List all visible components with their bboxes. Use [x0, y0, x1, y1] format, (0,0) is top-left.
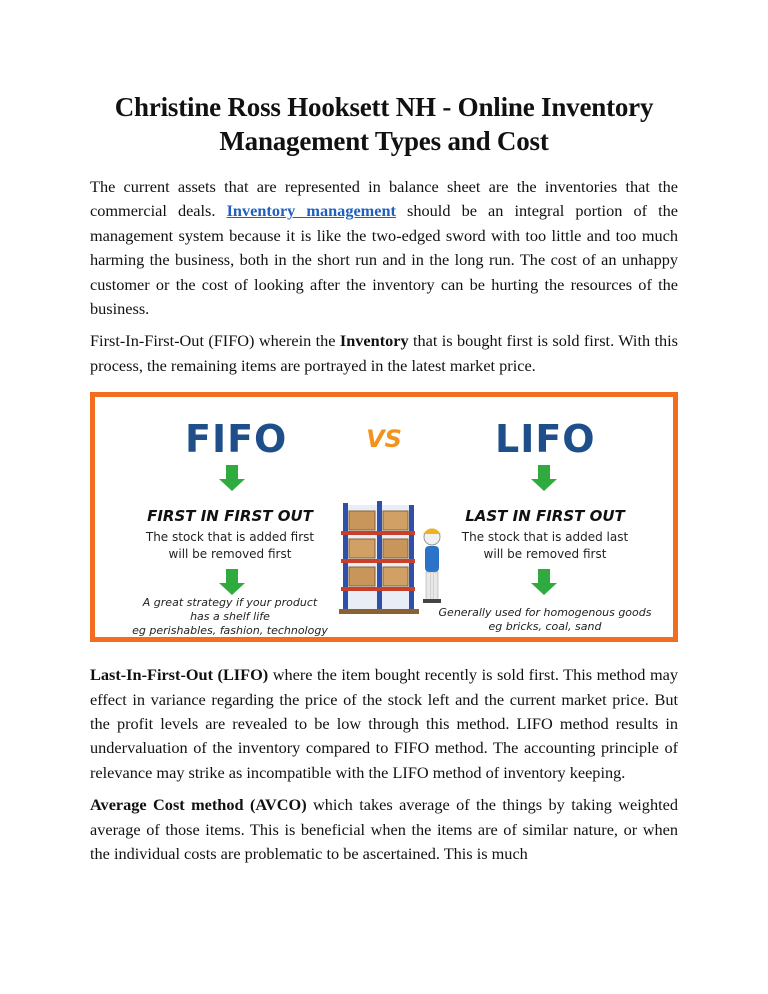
fifo-note-line-1: A great strategy if your product	[142, 596, 318, 610]
document-title: Christine Ross Hooksett NH - Online Inventory Management Types and Cost	[114, 92, 654, 156]
paragraph-fifo	[90, 329, 678, 378]
fifo-bold-term: Inventory	[339, 331, 409, 351]
fifo-text-end: that is bought first is sold first. With this process, the remaining items are portrayed in the latest market price.	[90, 331, 678, 375]
paragraph-intro	[90, 175, 678, 321]
right-arrow-down-icon-1	[531, 465, 557, 491]
lifo-desc-line-1: The stock that is added last	[461, 530, 629, 545]
intro-text-end: should be an integral portion of the management system because it is like the two-edged sword with too little and too much harming the business, both in the short run and in the long run. The cost of an unhappy customer or the cost of looking after the inventory can be hurting the resources of the business.	[90, 201, 679, 319]
left-arrow-down-icon-1	[219, 465, 245, 491]
fifo-vs-lifo-infographic	[90, 392, 678, 642]
lifo-title: LIFO	[495, 417, 596, 462]
avco-bold-term: Average Cost method (AVCO)	[90, 795, 307, 815]
intro-text-start: The current assets that are represented in balance sheet are the inventories that the commercial deals.	[90, 177, 678, 221]
fifo-text-start: First-In-First-Out (FIFO) wherein the	[90, 331, 340, 351]
inventory-management-link[interactable]: Inventory management	[226, 201, 396, 221]
right-arrow-down-icon-2	[531, 569, 557, 595]
fifo-desc-line-2: will be removed first	[168, 547, 292, 562]
fifo-desc-line-1: The stock that is added first	[145, 530, 315, 545]
fifo-heading: FIRST IN FIRST OUT	[147, 507, 313, 526]
left-arrow-down-icon-2	[219, 569, 245, 595]
warehouse-shelf-icon	[339, 501, 419, 614]
lifo-desc-line-2: will be removed first	[483, 547, 607, 562]
lifo-note-line-1: Generally used for homogenous goods	[438, 606, 652, 620]
vs-label: VS	[366, 425, 402, 454]
paragraph-avco	[90, 793, 678, 866]
lifo-heading: LAST IN FIRST OUT	[465, 507, 625, 526]
fifo-note-line-2: has a shelf life	[190, 610, 270, 624]
avco-text: which takes average of the things by taking weighted average of those items. This is beneficial when the items are of similar nature, or when the individual costs are problematic to be ascertained. This is much	[90, 795, 678, 864]
fifo-note-line-3: eg perishables, fashion, technology	[132, 624, 328, 638]
paragraph-lifo	[90, 663, 678, 785]
document-page	[90, 90, 678, 867]
lifo-text: where the item bought recently is sold first. This method may effect in variance regarding the price of the stock left and the current market price. But the profit levels are revealed to be low through this method. LIFO method results in undervaluation of the inventory compared to FIFO method. The accounting principle of relevance may strike as incompatible with the LIFO method of inventory keeping.	[90, 665, 678, 782]
lifo-bold-term: Last-In-First-Out (LIFO)	[90, 665, 269, 685]
lifo-note-line-2: eg bricks, coal, sand	[488, 620, 602, 634]
fifo-title: FIFO	[185, 417, 288, 462]
worker-icon	[423, 529, 441, 604]
